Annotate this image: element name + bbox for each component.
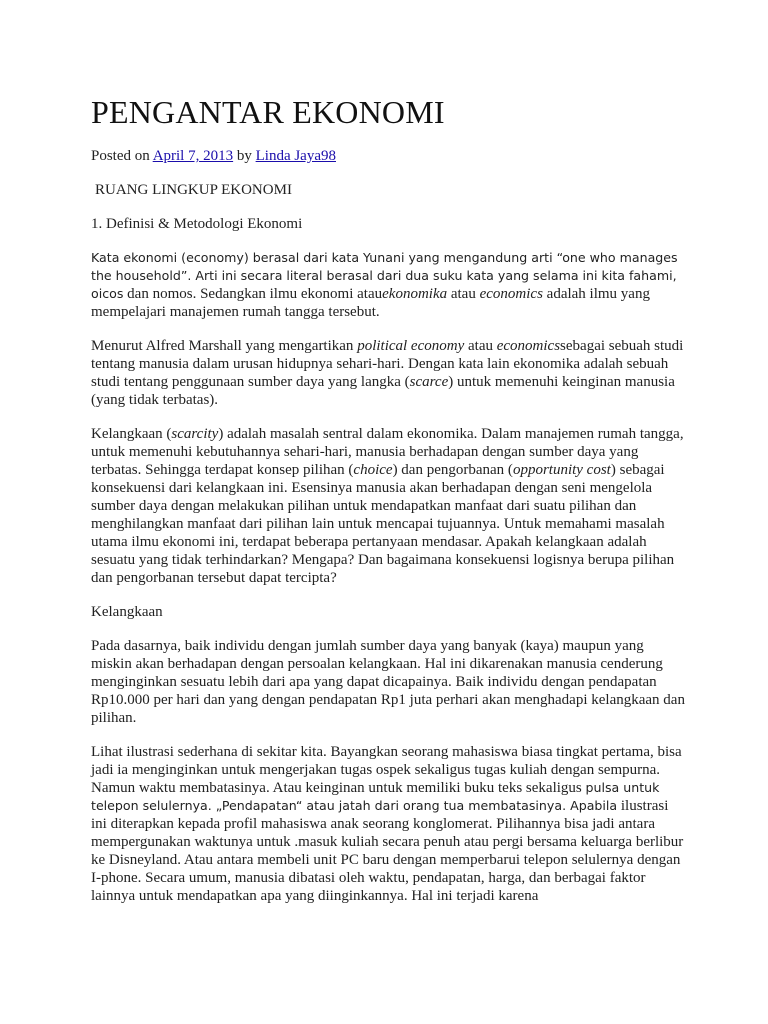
post-meta: [91, 147, 685, 165]
term-economics-2: economics: [496, 338, 561, 354]
author-link[interactable]: Linda Jaya98: [255, 148, 336, 164]
paragraph-2-text-a: Menurut Alfred Marshall yang mengartikan: [91, 338, 358, 354]
post-date-link[interactable]: April 7, 2013: [152, 148, 234, 164]
term-ekonomika: ekonomika: [382, 286, 448, 302]
paragraph-4: Pada dasarnya, baik individu dengan jumlah sumber daya yang banyak (kaya) maupun yang miskin akan berhadapan dengan persoalan kelangkaan. Hal ini dikarenakan manusia cenderung menginginkan sesuatu lebih dari apa yang dapat dicapainya. Baik individu dengan pendapatan Rp10.000 per hari dan yang dengan pendapatan Rp1 juta perhari akan menghadapi kelangkaan dan pilihan.: [91, 638, 685, 726]
term-opportunity-cost: opportunity cost: [512, 462, 611, 478]
section-subheading: 1. Definisi & Metodologi Ekonomi: [91, 216, 303, 232]
paragraph-2-text-c: atau: [464, 338, 497, 354]
term-scarcity: scarcity: [171, 426, 219, 442]
article: [91, 93, 685, 920]
paragraph-1-text-b: dan nomos. Sedangkan ilmu ekonomi atau: [123, 286, 383, 302]
paragraph-1-text-f: adalah ilmu yang mempelajari manajemen rumah tangga tersebut.: [91, 286, 650, 320]
paragraph-5-text-a: Lihat ilustrasi sederhana di sekitar kita. Bayangkan seorang mahasiswa biasa tingkat pertama, bisa jadi ia menginginkan untuk mengerjakan tugas ospek sekaligus tugas kuliah dengan sempurna. Namun waktu membatasinya. Atau keinginan untuk memiliki buku teks sekaligus: [91, 744, 682, 796]
by-label: by: [233, 148, 256, 164]
section-heading: RUANG LINGKUP EKONOMI: [95, 182, 292, 198]
paragraph-3: [91, 425, 685, 587]
paragraph-5: [91, 743, 685, 905]
paragraph-3-text-c: ) adalah masalah sentral dalam ekonomika. Dalam manajemen rumah tangga, untuk memenuhi kebutuhannya sehari-hari, manusia berhadapan dengan sumber daya yang terbatas. Sehingga terdapat konsep pilihan (: [91, 426, 684, 478]
term-economics: economics: [479, 286, 543, 302]
paragraph-3-text-g: ) sebagai konsekuensi dari kelangkaan ini. Esensinya manusia akan berhadapan dengan seni mengelola sumber daya dengan melakukan pilihan untuk mendapatkan manfaat dari suatu pilihan dan menghilangkan manfaat dari pilihan lain untuk mencapai tujuannya. Untuk memahami masalah utama ilmu ekonomi ini, terdapat beberapa pertanyaan mendasar. Apakah kelangkaan adalah sesuatu yang tidak terhindarkan? Mengapa? Dan bagaimana konsekuensi logisnya berupa pilihan dan pengorbanan tersebut dapat tercipta?: [91, 462, 675, 586]
kelangkaan-label: Kelangkaan: [91, 604, 163, 620]
paragraph-1-text-d: atau: [447, 286, 480, 302]
posted-on-label: Posted on: [91, 148, 153, 164]
paragraph-3-text-a: Kelangkaan (: [91, 426, 172, 442]
paragraph-1: [91, 249, 685, 321]
term-political-economy: political economy: [357, 338, 465, 354]
paragraph-1-text-a: Kata ekonomi (economy) berasal dari kata Yunani yang mengandung arti “one who manages the household”. Arti ini secara literal berasal dari dua suku kata yang selama ini kita fahami, oicos: [91, 250, 678, 301]
paragraph-5-text-c: ilustrasi ini diterapkan kepada profil mahasiswa anak seorang konglomerat. Pilihannya bisa jadi antara mempergunakan waktunya untuk .masuk kuliah secara penuh atau pergi bersama keluarga berlibur ke Disneyland. Atau antara membeli unit PC baru dengan memperbarui telepon selulernya dengan I-phone. Secara umum, manusia dibatasi oleh waktu, pendapatan, harga, dan berbagai faktor lainnya untuk mendapatkan apa yang diinginkannya. Hal ini terjadi karena: [91, 798, 684, 904]
term-scarce: scarce: [409, 374, 449, 390]
paragraph-2-text-g: ) untuk memenuhi keinginan manusia (yang tidak terbatas).: [91, 374, 675, 408]
paragraph-2-text-e: sebagai sebuah studi tentang manusia dalam urusan hidupnya sehari-hari. Dengan kata lain ekonomika adalah sebuah studi tentang penggunaan sumber daya yang langka (: [91, 338, 684, 390]
term-choice: choice: [353, 462, 393, 478]
page-title: PENGANTAR EKONOMI: [91, 94, 445, 130]
paragraph-5-text-b: pulsa untuk telepon selulernya. „Pendapatan“ atau jatah dari orang tua membatasinya. Apabila: [91, 780, 660, 813]
paragraph-3-text-e: ) dan pengorbanan (: [392, 462, 513, 478]
paragraph-2: [91, 337, 685, 409]
